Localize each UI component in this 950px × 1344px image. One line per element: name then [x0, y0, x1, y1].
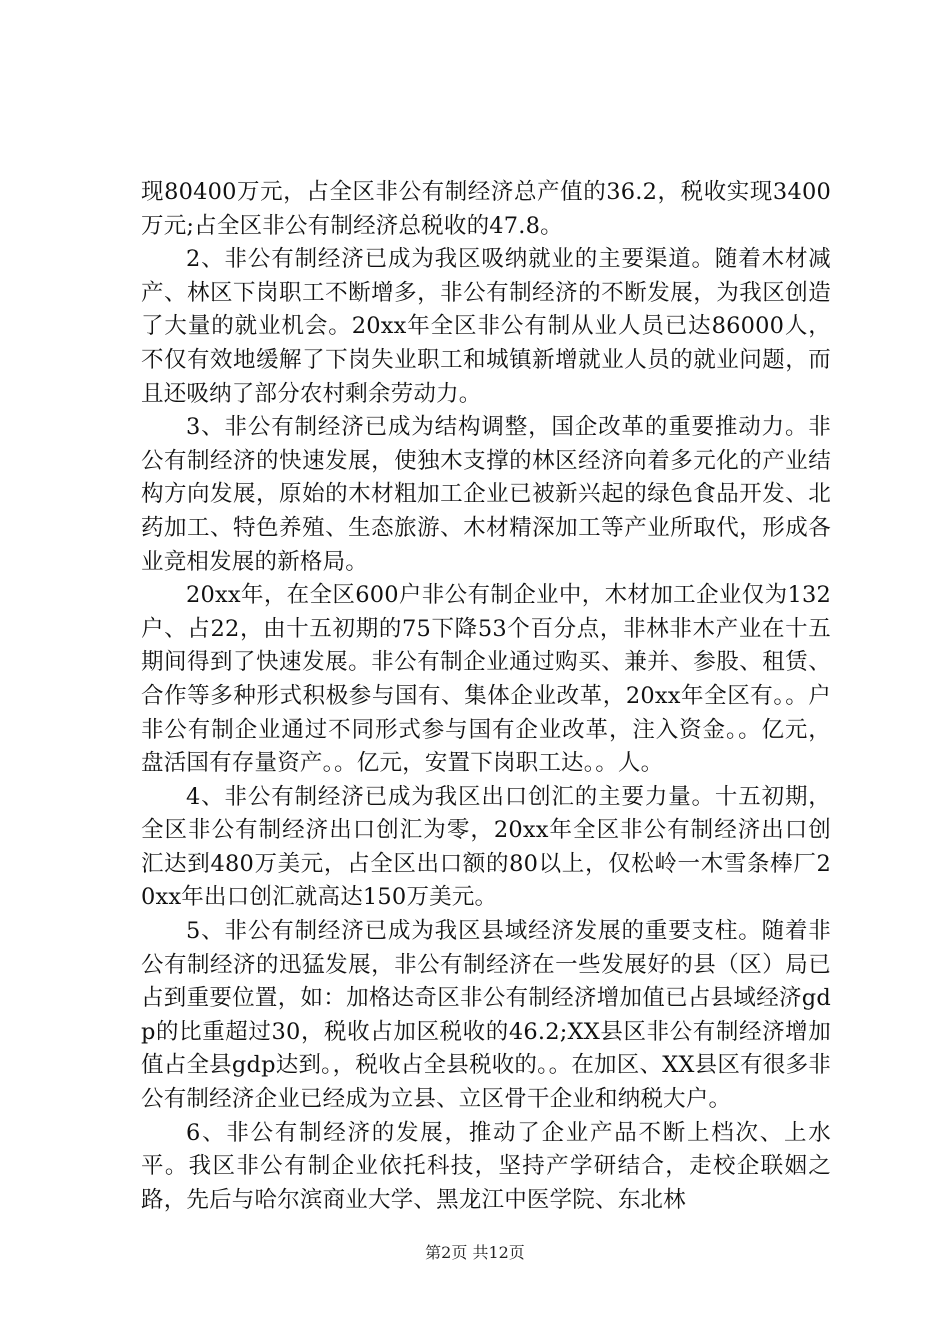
- paragraph-county-economy: 5、非公有制经济已成为我区县域经济发展的重要支柱。随着非公有制经济的迅猛发展，非公有制经济在一些发展好的县（区）局已占到重要位置，如：加格达奇区非公有制经济增加值已占县域经济gdp的比重超过30，税收占加区税收的46.2;XX县区非公有制经济增加值占全县gdp达到。，税收占全县税收的。。在加区、XX县区有很多非公有制经济企业已经成为立县、立区骨干企业和纳税大户。: [141, 918, 831, 1113]
- page-number-footer: 第2页 共12页: [425, 1243, 525, 1262]
- paragraph-employment: 2、非公有制经济已成为我区吸纳就业的主要渠道。随着木材减产、林区下岗职工不断增多，非公有制经济的不断发展，为我区创造了大量的就业机会。20xx年全区非公有制从业人员已达86000人，不仅有效地缓解了下岗失业职工和城镇新增就业人员的就业问题，而且还吸纳了部分农村剩余劳动力。: [141, 246, 831, 407]
- paragraph-structure-reform: 3、非公有制经济已成为结构调整，国企改革的重要推动力。非公有制经济的快速发展，使独木支撑的林区经济向着多元化的产业结构方向发展，原始的木材粗加工企业已被新兴起的绿色食品开发、北药加工、特色养殖、生态旅游、木材精深加工等产业所取代，形成各业竞相发展的新格局。: [141, 414, 831, 575]
- paragraph-enterprise-stats: 20xx年，在全区600户非公有制企业中，木材加工企业仅为132户、占22，由十五初期的75下降53个百分点，非林非木产业在十五期间得到了快速发展。非公有制企业通过购买、兼并、参股、租赁、合作等多种形式积极参与国有、集体企业改革，20xx年全区有。。户非公有制企业通过不同形式参与国有企业改革，注入资金。。亿元，盘活国有存量资产。。亿元，安置下岗职工达。。人。: [141, 582, 831, 777]
- paragraph-product-upgrade: 6、非公有制经济的发展，推动了企业产品不断上档次、上水平。我区非公有制企业依托科技，坚持产学研结合，走校企联姻之路，先后与哈尔滨商业大学、黑龙江中医学院、东北林: [141, 1119, 831, 1213]
- document-body: [141, 176, 831, 1217]
- paragraph-export: 4、非公有制经济已成为我区出口创汇的主要力量。十五初期，全区非公有制经济出口创汇为零，20xx年全区非公有制经济出口创汇达到480万美元，占全区出口额的80以上，仅松岭一木雪条棒厂20xx年出口创汇就高达150万美元。: [141, 783, 831, 911]
- paragraph-continuation: 现80400万元，占全区非公有制经济总产值的36.2，税收实现3400万元;占全区非公有制经济总税收的47.8。: [141, 179, 831, 239]
